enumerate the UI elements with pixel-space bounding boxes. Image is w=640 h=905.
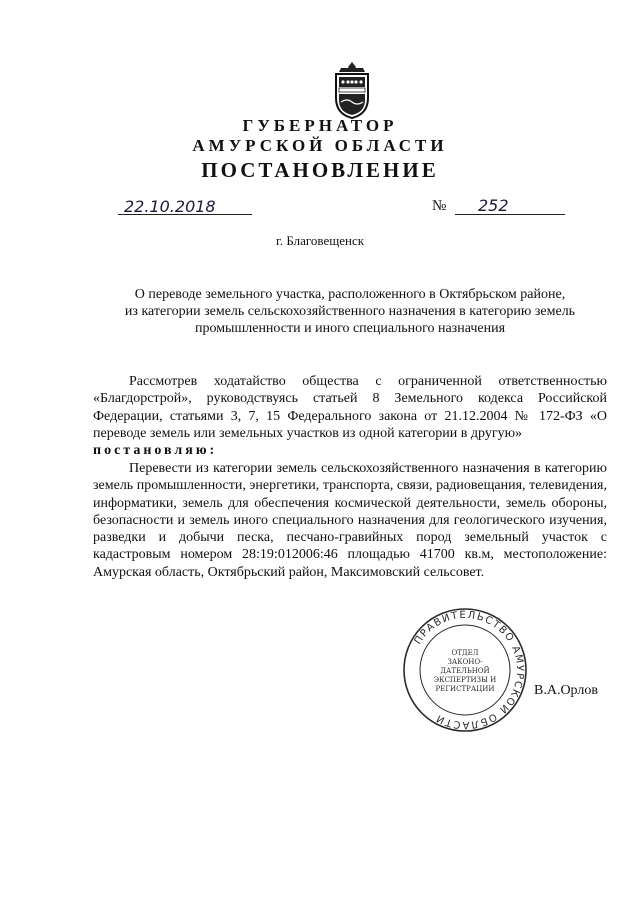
subject-line: О переводе земельного участка, расположенного в Октябрьском районе,	[134, 287, 566, 302]
region-title: АМУРСКОЙ ОБЛАСТИ	[192, 136, 448, 155]
document-type-title: ПОСТАНОВЛЕНИЕ	[201, 158, 439, 182]
decision-paragraph: Перевести из категории земель сельскохозяйственного назначения в категорию земель промышленности, энергетики, транспорта, связи, радиовещания, телевидения, информатики, земель для обеспечения космической деятельности, земель обороны, безопасности и земель иного специального назначения для геологического изучения, разведки и добычи песка, песчано-гравийных пород земельный участок с кадастровым номером 28:19:012006:46 площадью 41700 кв.м, местоположение: Амурская область, Октябрьский район, Максимовский сельсовет.	[93, 461, 607, 580]
date-underline	[118, 214, 252, 215]
document-date: 22.10.2018	[124, 197, 216, 216]
subject-line: из категории земель сельскохозяйственного назначения в категорию земель	[124, 304, 576, 319]
stamp-inner-line: ЭКСПЕРТИЗЫ И	[433, 676, 497, 684]
city-name: г. Благовещенск	[275, 233, 365, 248]
stamp-inner-line: ОТДЕЛ	[451, 649, 479, 657]
stamp-outer-text: ПРАВИТЕЛЬСТВО АМУРСКОЙ ОБЛАСТИ	[412, 609, 526, 731]
decree-word: постановляю:	[93, 443, 218, 458]
document-number: 252	[478, 196, 509, 215]
official-stamp	[400, 605, 530, 735]
stamp-inner-line: ЗАКОНО-	[447, 658, 483, 666]
signer-name: В.А.Орлов	[534, 683, 598, 698]
document-subject	[95, 286, 605, 337]
stamp-inner-line: ДАТЕЛЬНОЙ	[440, 667, 490, 675]
subject-line: промышленности и иного специального назначения	[194, 321, 506, 336]
number-underline	[455, 214, 565, 215]
amur-region-coat-of-arms-icon	[327, 60, 377, 120]
governor-title: ГУБЕРНАТОР	[242, 116, 398, 135]
number-label: №	[432, 198, 447, 214]
preamble-paragraph: Рассмотрев ходатайство общества с ограниченной ответственностью «Благдорстрой», руководствуясь статьей 8 Земельного кодекса Российской Федерации, статьями 3, 7, 15 Федерального закона от 21.12.2004 № 172-ФЗ «О переводе земель или земельных участков из одной категории в другую»	[93, 374, 607, 441]
stamp-inner-line: РЕГИСТРАЦИИ	[435, 685, 495, 693]
